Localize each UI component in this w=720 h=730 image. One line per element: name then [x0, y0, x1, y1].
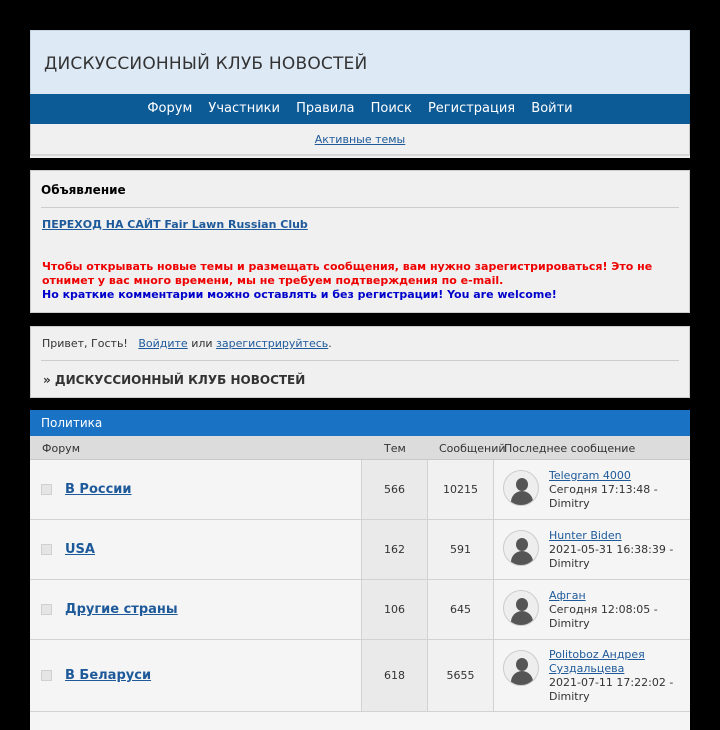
col-posts: Сообщений [439, 442, 506, 455]
guest-comment-note: Но краткие комментарии можно оставлять и без регистрации! You are welcome! [42, 288, 557, 301]
last-post-link[interactable]: Hunter Biden [549, 529, 622, 542]
nav-register[interactable]: Регистрация [427, 101, 516, 116]
posts-count: 591 [450, 543, 471, 556]
topics-count: 566 [384, 483, 405, 496]
announcement-link[interactable]: ПЕРЕХОД НА САЙТ Fair Lawn Russian Club [42, 218, 308, 231]
last-post [549, 589, 684, 631]
posts-count: 10215 [443, 483, 478, 496]
last-post-time: 2021-07-11 17:22:02 - [549, 676, 674, 689]
login-link[interactable]: Войдите [138, 337, 188, 350]
greeting-text: Привет, Гость! [42, 337, 128, 350]
last-post-link[interactable]: Афган [549, 589, 586, 602]
forum-status-icon [41, 604, 52, 615]
posts-cell [427, 460, 494, 519]
col-last-post: Последнее сообщение [504, 442, 636, 455]
column-headers [30, 436, 690, 460]
last-post [549, 529, 684, 571]
topics-cell [361, 520, 427, 579]
header-divider [30, 154, 690, 156]
topics-count: 106 [384, 603, 405, 616]
nav-members[interactable]: Участники [208, 101, 280, 116]
posts-count: 645 [450, 603, 471, 616]
or-text: или [191, 337, 213, 350]
last-post-link[interactable]: Politoboz Андрея Суздальцева [549, 648, 645, 675]
nav-forum[interactable]: Форум [147, 101, 193, 116]
main-nav [30, 94, 690, 124]
forum-link[interactable]: USA [65, 542, 95, 557]
posts-cell [427, 640, 494, 711]
forum-link[interactable]: В России [65, 482, 132, 497]
nav-login[interactable]: Войти [531, 101, 573, 116]
nav-search[interactable]: Поиск [370, 101, 412, 116]
last-post [549, 469, 684, 511]
last-post-time: Сегодня 17:13:48 - [549, 483, 658, 496]
welcome-greeting-line [42, 337, 332, 350]
user-avatar-icon [503, 650, 539, 686]
last-post-user: Dimitry [549, 557, 590, 570]
visit-bar [30, 124, 690, 154]
welcome-divider [41, 360, 679, 361]
forum-row [30, 520, 690, 580]
user-avatar-icon [503, 590, 539, 626]
last-post [549, 648, 684, 704]
last-post-user: Dimitry [549, 617, 590, 630]
topics-count: 618 [384, 669, 405, 682]
breadcrumb: » ДИСКУССИОННЫЙ КЛУБ НОВОСТЕЙ [43, 373, 306, 387]
nav-rules[interactable]: Правила [296, 101, 355, 116]
topics-count: 162 [384, 543, 405, 556]
forum-status-icon [41, 670, 52, 681]
forum-row [30, 640, 690, 712]
period-text: . [328, 337, 332, 350]
announcement-divider [41, 207, 679, 208]
forum-link[interactable]: Другие страны [65, 602, 178, 617]
col-topics: Тем [384, 442, 406, 455]
last-post-link[interactable]: Telegram 4000 [549, 469, 631, 482]
board-header [30, 30, 690, 158]
forum-row [30, 460, 690, 520]
topics-cell [361, 640, 427, 711]
forum-status-icon [41, 484, 52, 495]
welcome-box [30, 326, 690, 398]
topics-cell [361, 460, 427, 519]
last-post-user: Dimitry [549, 497, 590, 510]
board-title: ДИСКУССИОННЫЙ КЛУБ НОВОСТЕЙ [44, 54, 368, 74]
user-avatar-icon [503, 530, 539, 566]
posts-cell [427, 520, 494, 579]
forum-row [30, 580, 690, 640]
posts-cell [427, 580, 494, 639]
forum-link[interactable]: В Беларуси [65, 668, 152, 683]
category-header: Политика [30, 410, 690, 436]
last-post-user: Dimitry [549, 690, 590, 703]
topics-cell [361, 580, 427, 639]
active-topics-link[interactable]: Активные темы [314, 133, 406, 146]
user-avatar-icon [503, 470, 539, 506]
registration-warning: Чтобы открывать новые темы и размещать сообщения, вам нужно зарегистрироваться! Это не отнимет у вас много времени, мы не требуем подтверждения по e-mail. [42, 260, 653, 287]
forum-status-icon [41, 544, 52, 555]
last-post-time: 2021-05-31 16:38:39 - [549, 543, 674, 556]
announcement-box [30, 170, 690, 313]
col-forum: Форум [42, 442, 80, 455]
posts-count: 5655 [446, 669, 475, 682]
last-post-time: Сегодня 12:08:05 - [549, 603, 658, 616]
register-link[interactable]: зарегистрируйтесь [216, 337, 329, 350]
forum-category [30, 410, 690, 730]
announcement-title: Объявление [41, 183, 126, 197]
board-title-area [30, 30, 690, 94]
